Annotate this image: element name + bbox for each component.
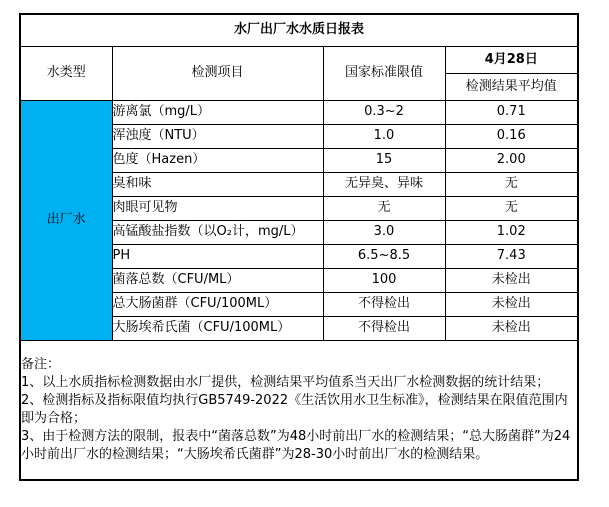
row-item: 菌落总数（CFU/ML） — [112, 269, 323, 293]
note-line: 3、由于检测方法的限制，报表中“菌落总数”为48小时前出厂水的检测结果；“总大肠菌群”为24小时前出厂水的检测结果；“大肠埃希氏菌群”为28-30小时前出厂水的检测结果。 — [21, 429, 571, 462]
notes-row — [20, 341, 578, 481]
row-item: 高锰酸盐指数（以O₂计，mg/L） — [112, 221, 323, 245]
water-quality-report-table — [19, 13, 579, 481]
row-result: 无 — [445, 173, 578, 197]
row-limit: 0.3~2 — [323, 101, 445, 125]
row-limit: 1.0 — [323, 125, 445, 149]
row-result: 未检出 — [445, 293, 578, 317]
row-item: 色度（Hazen） — [112, 149, 323, 173]
table-row — [20, 101, 578, 125]
row-item: 游离氯（mg/L） — [112, 101, 323, 125]
row-result: 0.16 — [445, 125, 578, 149]
note-line: 2、检测指标及指标限值均执行GB5749-2022《生活饮用水卫生标准》，检测结果在限值范围内即为合格； — [21, 393, 568, 426]
water-type-cell: 出厂水 — [20, 101, 112, 341]
row-item: 肉眼可见物 — [112, 197, 323, 221]
row-result: 未检出 — [445, 269, 578, 293]
header-limit: 国家标准限值 — [323, 47, 445, 101]
row-item: PH — [112, 245, 323, 269]
row-limit: 3.0 — [323, 221, 445, 245]
row-item: 总大肠菌群（CFU/100ML） — [112, 293, 323, 317]
header-date: 4月28日 — [445, 47, 578, 74]
notes-label: 备注： — [21, 357, 61, 372]
row-result: 无 — [445, 197, 578, 221]
row-result: 0.71 — [445, 101, 578, 125]
row-limit: 不得检出 — [323, 317, 445, 341]
row-limit: 无 — [323, 197, 445, 221]
row-result: 1.02 — [445, 221, 578, 245]
page-title: 水厂出厂水水质日报表 — [20, 14, 578, 47]
row-limit: 无异臭、异味 — [323, 173, 445, 197]
row-item: 浑浊度（NTU） — [112, 125, 323, 149]
row-limit: 不得检出 — [323, 293, 445, 317]
row-limit: 100 — [323, 269, 445, 293]
header-water-type: 水类型 — [20, 47, 112, 101]
row-result: 未检出 — [445, 317, 578, 341]
row-limit: 15 — [323, 149, 445, 173]
notes-cell — [20, 341, 578, 481]
row-item: 臭和味 — [112, 173, 323, 197]
row-result: 7.43 — [445, 245, 578, 269]
header-row-1 — [20, 47, 578, 74]
row-result: 2.00 — [445, 149, 578, 173]
header-result-avg: 检测结果平均值 — [445, 74, 578, 101]
title-row — [20, 14, 578, 47]
row-limit: 6.5~8.5 — [323, 245, 445, 269]
row-item: 大肠埃希氏菌（CFU/100ML） — [112, 317, 323, 341]
note-line: 1、以上水质指标检测数据由水厂提供，检测结果平均值系当天出厂水检测数据的统计结果； — [21, 375, 550, 390]
header-item: 检测项目 — [112, 47, 323, 101]
